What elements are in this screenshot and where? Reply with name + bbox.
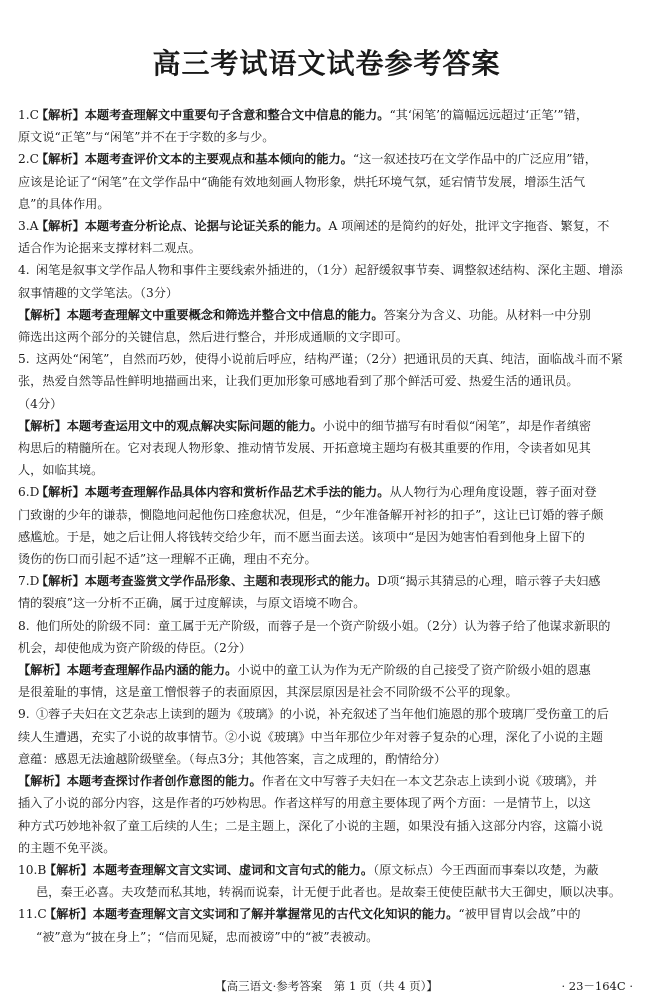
analysis-tag: 【解析】 bbox=[36, 574, 85, 589]
analysis-head: 本题考查理解文言文实词和了解并掌握常见的古代文化知识的能力。 bbox=[92, 907, 459, 922]
item-line: 情的裂痕”这一分析不正确，属于过度解读，与原文语境不吻合。 bbox=[18, 596, 366, 611]
analysis-text: “其‘闲笔’的篇幅远远超过‘正笔’”错， bbox=[389, 108, 589, 122]
item-number: 10.B bbox=[18, 862, 47, 877]
item-number: 6.D bbox=[18, 485, 40, 500]
analysis-head: 本题考查探讨作者创作意图的能力。 bbox=[66, 774, 262, 789]
item-line: 原文说“正笔”与“闲笔”并不在于字数的多与少。 bbox=[18, 130, 275, 145]
analysis-line: 种方式巧妙地补叙了童工后续的人生；二是主题上，深化了小说的主题，如果没有插入这部分内容，这篇小说 bbox=[18, 818, 603, 833]
item-number: 7.D bbox=[18, 574, 40, 589]
item-line: 这两处“闲笔”，自然而巧妙，使得小说前后呼应，结构严谨；（2分）把通讯员的天真、纯洁，面临战斗而不紧 bbox=[36, 352, 623, 367]
analysis-tag: 【解析】 bbox=[18, 663, 67, 678]
answer-item-8 bbox=[18, 615, 638, 704]
item-line: “被”意为“披在身上”；“信而见疑，忠而被谤”中的“被”表被动。 bbox=[36, 929, 379, 944]
item-number: 1.C bbox=[18, 108, 39, 122]
analysis-head: 本题考查运用文中的观点解决实际问题的能力。 bbox=[66, 418, 323, 433]
analysis-tag: 【解析】 bbox=[44, 862, 93, 877]
analysis-line: 插入了小说的部分内容，这是作者的巧妙构思。作者这样写的用意主要体现了两个方面：一是情节上，以这 bbox=[18, 796, 591, 811]
analysis-head: 本题考查理解作品具体内容和赏析作品艺术手法的能力。 bbox=[84, 485, 390, 500]
analysis-text: A 项阐述的是简约的好处，批评文字拖沓、繁复，不 bbox=[328, 219, 610, 234]
item-line bbox=[18, 481, 638, 503]
analysis-head: 本题考查分析论点、论据与论证关系的能力。 bbox=[84, 219, 329, 234]
answer-item-6 bbox=[18, 481, 638, 570]
analysis-line: 是很羞耻的事情，这是童工憎恨蓉子的表面原因，其深层原因是社会不同阶级不公平的现象。 bbox=[18, 685, 518, 700]
item-line: （4分） bbox=[18, 396, 63, 411]
analysis-tag: 【解析】 bbox=[18, 774, 67, 789]
item-line bbox=[18, 215, 638, 237]
item-line: 感尴尬。于是，她之后让佣人将钱转交给少年，而不愿当面去送。该项中“是因为她害怕看到他身上留下的 bbox=[18, 529, 585, 544]
answer-item-3 bbox=[18, 215, 638, 259]
analysis-tag: 【解析】 bbox=[36, 152, 85, 167]
item-line: 续人生遭遇，充实了小说的故事情节。②小说《玻璃》中当年那位少年对蓉子复杂的心理，深化了小说的主题 bbox=[18, 729, 603, 744]
item-line: 机会，却使他成为资产阶级的侍臣。（2分） bbox=[18, 640, 252, 655]
item-number: 8. bbox=[18, 618, 30, 633]
footer-exam-code: · 23－164C · bbox=[561, 979, 633, 993]
answer-item-4 bbox=[18, 259, 638, 348]
answer-item-11 bbox=[18, 903, 638, 947]
answer-item-7 bbox=[18, 570, 638, 614]
analysis-line bbox=[18, 659, 638, 681]
analysis-line bbox=[18, 304, 638, 326]
analysis-tag: 【解析】 bbox=[36, 485, 85, 500]
item-line bbox=[18, 859, 638, 881]
analysis-tag: 【解析】 bbox=[44, 907, 93, 922]
item-number: 5. bbox=[18, 352, 30, 367]
analysis-text: 小说中的细节描写有时看似“闲笔”，却是作者缜密 bbox=[322, 418, 592, 433]
analysis-text: 作者在文中写蓉子夫妇在一本文艺杂志上读到小说《玻璃》，并 bbox=[261, 774, 597, 789]
item-line: 叙事情趣的文学笔法。（3分） bbox=[18, 285, 179, 300]
analysis-text: “这一叙述技巧在文学作品中的广泛应用”错， bbox=[352, 152, 597, 167]
page-title: 高三考试语文试卷参考答案 bbox=[152, 47, 501, 80]
item-line bbox=[18, 104, 638, 126]
item-line: 应该是论证了“闲笔”在文学作品中“确能有效地刻画人物形象，烘托环境气氛，延宕情节发展，增添生活气 bbox=[18, 174, 586, 189]
analysis-line: 人，如临其境。 bbox=[18, 463, 104, 478]
analysis-text: “被甲冒胄以会战”中的 bbox=[458, 907, 581, 922]
item-line: 适合作为论据来支撑材料二观点。 bbox=[18, 241, 201, 256]
item-line: 他们所处的阶级不同：童工属于无产阶级，而蓉子是一个资产阶级小姐。（2分）认为蓉子给了他谋求新职的 bbox=[36, 618, 611, 633]
analysis-line bbox=[18, 770, 638, 792]
analysis-line bbox=[18, 415, 638, 437]
item-line: 闲笔是叙事文学作品人物和事件主要线索外插进的，（1分）起舒缓叙事节奏、调整叙述结构、深化主题、增添 bbox=[36, 263, 623, 278]
item-number: 9. bbox=[18, 707, 30, 722]
item-number: 4. bbox=[18, 263, 30, 278]
analysis-text: 从人物行为心理角度设题，蓉子面对登 bbox=[389, 485, 597, 500]
analysis-text: 答案分为含义、功能。从材料一中分别 bbox=[383, 307, 591, 322]
analysis-text: 小说中的童工认为作为无产阶级的自己接受了资产阶级小姐的恩惠 bbox=[237, 663, 591, 678]
item-line: 张，热爱自然等品性鲜明地描画出来，让我们更加形象可感地看到了那个鲜活可爱、热爱生活的通讯员。 bbox=[18, 374, 579, 389]
analysis-head: 本题考查评价文本的主要观点和基本倾向的能力。 bbox=[84, 152, 353, 167]
analysis-line: 的主题不免平淡。 bbox=[18, 840, 116, 855]
footer-page-info: 【高三语文·参考答案 第 1 页（共 4 页）】 bbox=[215, 979, 438, 993]
item-number: 2.C bbox=[18, 152, 39, 167]
analysis-tag: 【解析】 bbox=[18, 307, 67, 322]
answer-item-10 bbox=[18, 859, 638, 903]
item-number: 11.C bbox=[18, 907, 47, 922]
analysis-head: 本题考查理解文中重要概念和筛选并整合文中信息的能力。 bbox=[66, 307, 384, 322]
answer-list bbox=[18, 104, 638, 948]
analysis-tag: 【解析】 bbox=[36, 108, 85, 122]
item-line: ①蓉子夫妇在文艺杂志上读到的题为《玻璃》的小说，补充叙述了当年他们施恩的那个玻璃厂受伤童工的后 bbox=[36, 707, 609, 722]
analysis-head: 本题考查理解作品内涵的能力。 bbox=[66, 663, 238, 678]
item-line: 邑，秦王必喜。夫攻楚而私其地，转祸而说秦，计无便于此者也。是故秦王使使臣献书大王御史，顺以决事。 bbox=[36, 885, 621, 900]
analysis-text: （原文标点）今王西面而事秦以攻楚，为蔽 bbox=[373, 862, 599, 877]
answer-item-5 bbox=[18, 348, 638, 481]
item-line bbox=[18, 148, 638, 170]
analysis-tag: 【解析】 bbox=[18, 418, 67, 433]
item-line bbox=[18, 570, 638, 592]
analysis-head: 本题考查理解文言文实词、虚词和文言句式的能力。 bbox=[92, 862, 374, 877]
item-line: 烫伤的伤口而引起不适”这一理解不正确，理由不充分。 bbox=[18, 552, 317, 567]
analysis-tag: 【解析】 bbox=[36, 219, 85, 234]
item-line bbox=[18, 903, 638, 925]
analysis-text: D项“揭示其猜忌的心理，暗示蓉子夫妇感 bbox=[377, 574, 601, 589]
analysis-line: 构思后的精髓所在。它对表现人物形象、推动情节发展、开拓意境主题均有极其重要的作用，令读者如见其 bbox=[18, 441, 591, 456]
analysis-head: 本题考查理解文中重要句子含意和整合文中信息的能力。 bbox=[84, 108, 390, 122]
item-number: 3.A bbox=[18, 219, 39, 234]
analysis-line: 筛选出这两个部分的关键信息，然后进行整合，并形成通顺的文字即可。 bbox=[18, 330, 408, 345]
item-line: 息”的具体作用。 bbox=[18, 196, 110, 211]
answer-item-2 bbox=[18, 148, 638, 215]
answer-item-1 bbox=[18, 104, 638, 148]
item-line: 意蕴：感恩无法逾越阶级壁垒。（每点3分；其他答案，言之成理的，酌情给分） bbox=[18, 751, 447, 766]
analysis-head: 本题考查鉴赏文学作品形象、主题和表现形式的能力。 bbox=[84, 574, 378, 589]
answer-item-9 bbox=[18, 703, 638, 858]
item-line: 门致谢的少年的谦恭，惻隐地问起他伤口痊愈状况，但是，“少年准备解开衬衫的扣子”，这让已订婚的蓉子颇 bbox=[18, 507, 604, 522]
